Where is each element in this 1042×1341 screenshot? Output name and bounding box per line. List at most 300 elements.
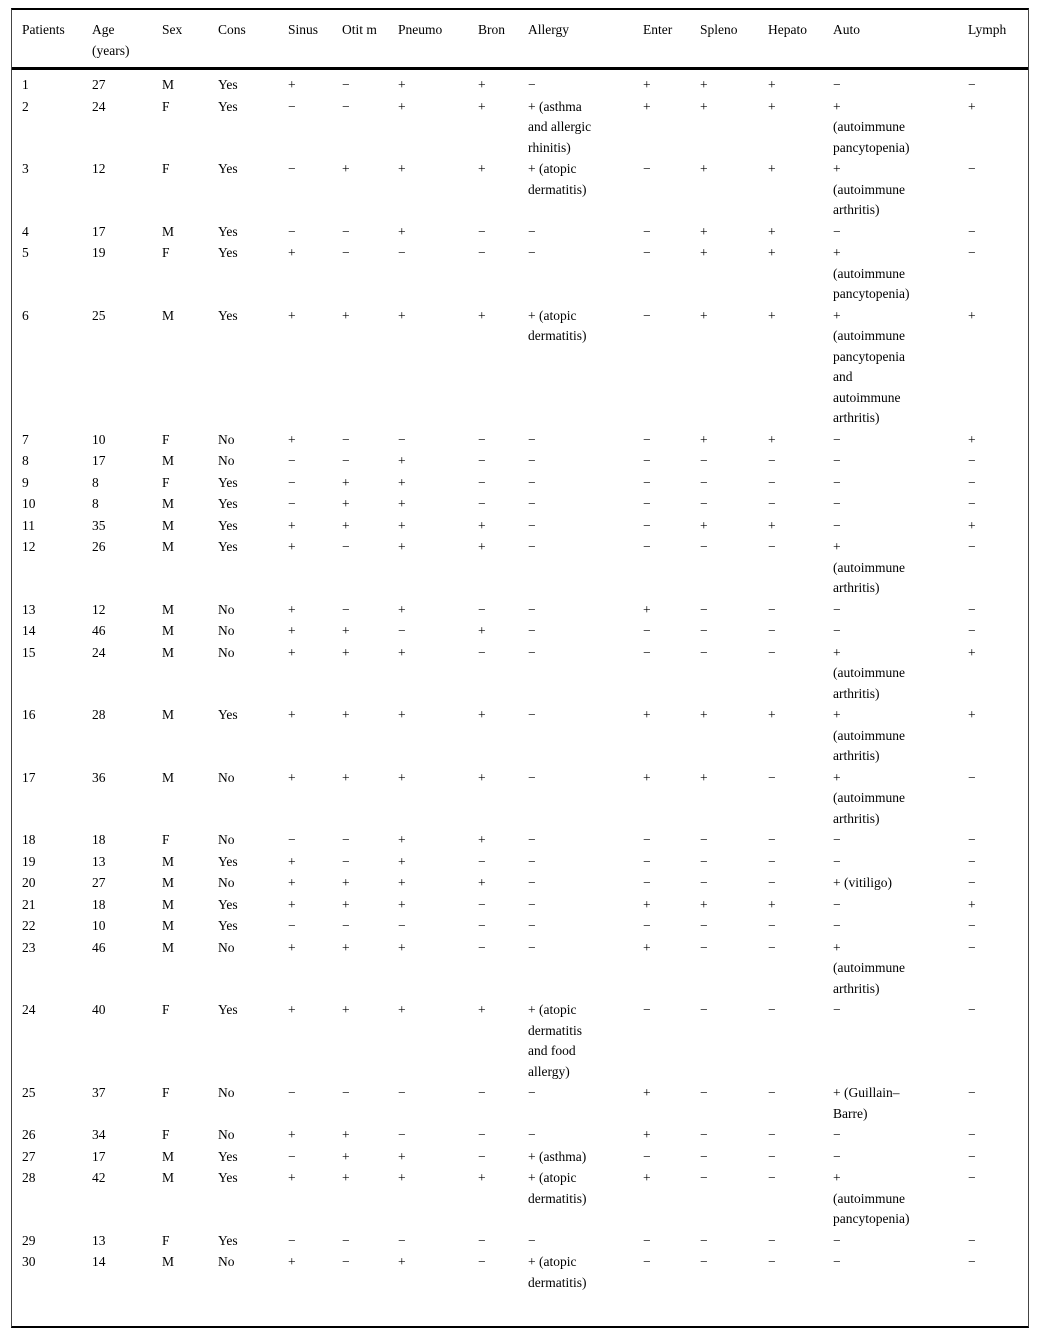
cell-otit: − [342, 453, 350, 468]
cell-spleno: + [700, 769, 708, 785]
cell-sinus: + [288, 307, 296, 323]
cell-hepato: − [768, 1170, 776, 1185]
table-row [12, 243, 1029, 306]
cell-cons: Yes [218, 496, 238, 511]
cell-spleno: − [700, 939, 708, 955]
cell-age: 8 [92, 474, 99, 490]
table-row [12, 516, 1029, 538]
cell-allergy: + (atopic dermatitis) [528, 1170, 587, 1206]
cell-age: 36 [92, 769, 106, 785]
cell-lymph: + [968, 707, 976, 722]
cell-hepato: + [768, 161, 776, 176]
cell-patients: 5 [22, 245, 29, 260]
cell-otit: − [342, 1085, 350, 1100]
cell-spleno: − [700, 453, 708, 468]
cell-cons: Yes [218, 896, 238, 912]
cell-allergy: − [528, 77, 536, 92]
cell-lymph: + [968, 431, 976, 447]
cell-auto: + (autoimmune arthritis) [833, 939, 905, 996]
cell-allergy: − [528, 707, 536, 722]
cell-pneumo: − [398, 1127, 406, 1142]
cell-age: 19 [92, 245, 106, 260]
cell-pneumo: + [398, 875, 406, 890]
cell-lymph: − [968, 539, 976, 554]
cell-enter: − [643, 1254, 651, 1269]
cell-age: 14 [92, 1254, 106, 1269]
table-row [12, 159, 1029, 222]
cell-cons: No [218, 832, 235, 847]
table-row [12, 494, 1029, 516]
cell-bron: + [478, 875, 486, 890]
cell-pneumo: + [398, 223, 406, 239]
cell-sinus: + [288, 517, 296, 533]
patients-table [12, 10, 1029, 1294]
cell-spleno: − [700, 644, 708, 660]
cell-hepato: + [768, 707, 776, 722]
cell-cons: Yes [218, 853, 238, 869]
cell-age: 24 [92, 644, 106, 660]
cell-spleno: + [700, 223, 708, 239]
cell-auto: + (autoimmune pancytopenia) [833, 98, 910, 155]
cell-bron: − [478, 1148, 486, 1164]
cell-auto: − [833, 1148, 841, 1164]
cell-auto: + (autoimmune pancytopenia and autoimmune arthritis) [833, 307, 905, 425]
column-header-sinus: Sinus [288, 10, 342, 69]
cell-spleno: + [700, 307, 708, 323]
cell-hepato: − [768, 1148, 776, 1164]
cell-enter: − [643, 307, 651, 323]
cell-otit: − [342, 245, 350, 260]
cell-bron: − [478, 601, 486, 617]
cell-auto: − [833, 601, 841, 617]
cell-enter: + [643, 939, 651, 955]
cell-lymph: + [968, 98, 976, 114]
cell-auto: − [833, 517, 841, 533]
cell-otit: − [342, 98, 350, 114]
cell-otit: − [342, 1232, 350, 1248]
cell-cons: No [218, 1127, 235, 1142]
cell-otit: + [342, 1127, 350, 1142]
cell-patients: 12 [22, 539, 36, 554]
cell-bron: − [478, 918, 486, 933]
cell-pneumo: − [398, 1085, 406, 1100]
cell-enter: − [643, 918, 651, 933]
cell-sinus: − [288, 98, 296, 114]
cell-pneumo: + [398, 474, 406, 490]
cell-pneumo: + [398, 1254, 406, 1269]
cell-sex: M [162, 707, 175, 722]
cell-otit: − [342, 832, 350, 847]
cell-age: 10 [92, 918, 106, 933]
cell-pneumo: + [398, 939, 406, 955]
cell-spleno: + [700, 77, 708, 92]
cell-allergy: + (asthma) [528, 1148, 587, 1164]
cell-hepato: − [768, 1232, 776, 1248]
cell-sinus: + [288, 77, 296, 92]
cell-lymph: + [968, 517, 976, 533]
column-header-allergy: Allergy [528, 10, 643, 69]
table-row [12, 643, 1029, 706]
column-header-age: Age (years) [92, 10, 162, 69]
cell-age: 12 [92, 601, 106, 617]
patients-table-frame [11, 8, 1029, 1328]
table-row [12, 1083, 1029, 1125]
cell-hepato: + [768, 245, 776, 260]
cell-sex: M [162, 539, 175, 554]
cell-bron: − [478, 496, 486, 511]
cell-enter: − [643, 623, 651, 638]
cell-age: 37 [92, 1085, 106, 1100]
cell-age: 34 [92, 1127, 106, 1142]
cell-hepato: − [768, 623, 776, 638]
cell-age: 35 [92, 517, 106, 533]
cell-enter: − [643, 1002, 651, 1017]
cell-hepato: − [768, 939, 776, 955]
cell-spleno: + [700, 896, 708, 912]
cell-auto: + (autoimmune arthritis) [833, 769, 905, 826]
cell-sex: M [162, 1254, 175, 1269]
cell-patients: 2 [22, 98, 29, 114]
cell-auto: − [833, 431, 841, 447]
cell-enter: + [643, 77, 651, 92]
cell-cons: No [218, 623, 235, 638]
cell-sex: F [162, 1002, 170, 1017]
cell-auto: + (autoimmune pancytopenia) [833, 245, 910, 301]
cell-sex: M [162, 223, 175, 239]
cell-pneumo: + [398, 307, 406, 323]
cell-sinus: + [288, 644, 296, 660]
table-row [12, 451, 1029, 473]
cell-spleno: − [700, 1127, 708, 1142]
table-header [12, 10, 1029, 69]
cell-sinus: − [288, 223, 296, 239]
cell-age: 24 [92, 98, 106, 114]
cell-patients: 30 [22, 1254, 36, 1269]
cell-spleno: − [700, 918, 708, 933]
cell-enter: − [643, 245, 651, 260]
cell-otit: + [342, 1148, 350, 1164]
cell-hepato: − [768, 875, 776, 890]
cell-sinus: + [288, 1127, 296, 1142]
table-row [12, 916, 1029, 938]
cell-otit: + [342, 307, 350, 323]
cell-patients: 26 [22, 1127, 36, 1142]
cell-sinus: + [288, 853, 296, 869]
cell-pneumo: + [398, 539, 406, 554]
cell-sex: F [162, 161, 170, 176]
cell-cons: Yes [218, 77, 238, 92]
cell-otit: + [342, 644, 350, 660]
cell-auto: − [833, 918, 841, 933]
cell-lymph: − [968, 474, 976, 490]
cell-spleno: − [700, 1148, 708, 1164]
cell-allergy: − [528, 245, 536, 260]
cell-cons: Yes [218, 1148, 238, 1164]
cell-cons: No [218, 875, 235, 890]
table-row [12, 1000, 1029, 1083]
column-header-enter: Enter [643, 10, 700, 69]
cell-hepato: − [768, 1127, 776, 1142]
cell-hepato: + [768, 431, 776, 447]
cell-allergy: + (atopic dermatitis and food allergy) [528, 1002, 582, 1079]
cell-cons: Yes [218, 1232, 238, 1248]
cell-sinus: − [288, 918, 296, 933]
column-header-sex: Sex [162, 10, 218, 69]
cell-age: 10 [92, 431, 106, 447]
cell-hepato: − [768, 496, 776, 511]
table-row [12, 97, 1029, 160]
table-row [12, 1147, 1029, 1169]
cell-enter: + [643, 1170, 651, 1185]
cell-bron: + [478, 707, 486, 722]
cell-hepato: − [768, 474, 776, 490]
cell-sex: M [162, 644, 175, 660]
cell-enter: + [643, 98, 651, 114]
cell-hepato: + [768, 77, 776, 92]
cell-spleno: − [700, 496, 708, 511]
cell-age: 17 [92, 1148, 106, 1164]
cell-auto: + (autoimmune arthritis) [833, 707, 905, 763]
cell-enter: − [643, 539, 651, 554]
cell-enter: + [643, 1127, 651, 1142]
cell-bron: + [478, 98, 486, 114]
cell-lymph: − [968, 939, 976, 955]
table-row [12, 69, 1029, 97]
cell-cons: Yes [218, 539, 238, 554]
cell-cons: No [218, 939, 235, 955]
cell-lymph: − [968, 453, 976, 468]
cell-otit: − [342, 918, 350, 933]
cell-allergy: − [528, 1232, 536, 1248]
cell-patients: 24 [22, 1002, 36, 1017]
table-row [12, 1125, 1029, 1147]
cell-otit: + [342, 939, 350, 955]
column-header-hepato: Hepato [768, 10, 833, 69]
cell-lymph: − [968, 623, 976, 638]
cell-enter: + [643, 769, 651, 785]
cell-enter: − [643, 431, 651, 447]
cell-patients: 1 [22, 77, 29, 92]
cell-age: 26 [92, 539, 106, 554]
cell-lymph: − [968, 1170, 976, 1185]
column-header-auto: Auto [833, 10, 968, 69]
cell-cons: Yes [218, 474, 238, 490]
cell-pneumo: + [398, 832, 406, 847]
cell-spleno: + [700, 161, 708, 176]
cell-spleno: + [700, 98, 708, 114]
cell-sex: F [162, 832, 170, 847]
column-header-spleno: Spleno [700, 10, 768, 69]
cell-pneumo: + [398, 896, 406, 912]
cell-sinus: − [288, 1085, 296, 1100]
cell-sinus: − [288, 832, 296, 847]
cell-patients: 28 [22, 1170, 36, 1185]
cell-auto: − [833, 853, 841, 869]
cell-auto: − [833, 1127, 841, 1142]
cell-age: 17 [92, 453, 106, 468]
cell-sex: M [162, 1170, 175, 1185]
cell-sinus: + [288, 1170, 296, 1185]
cell-hepato: − [768, 1085, 776, 1100]
cell-allergy: − [528, 453, 536, 468]
cell-hepato: + [768, 896, 776, 912]
cell-spleno: + [700, 517, 708, 533]
cell-bron: − [478, 453, 486, 468]
cell-otit: + [342, 1170, 350, 1185]
cell-otit: + [342, 161, 350, 176]
cell-bron: + [478, 539, 486, 554]
cell-lymph: − [968, 1085, 976, 1100]
cell-cons: No [218, 431, 235, 447]
cell-pneumo: + [398, 644, 406, 660]
cell-hepato: − [768, 539, 776, 554]
table-header-row [12, 10, 1029, 69]
cell-patients: 13 [22, 601, 36, 617]
table-row [12, 830, 1029, 852]
cell-lymph: + [968, 307, 976, 323]
cell-pneumo: + [398, 77, 406, 92]
cell-auto: + (autoimmune pancytopenia) [833, 1170, 910, 1226]
column-header-pneumo: Pneumo [398, 10, 478, 69]
cell-allergy: − [528, 896, 536, 912]
cell-patients: 8 [22, 453, 29, 468]
cell-enter: + [643, 1085, 651, 1100]
cell-enter: − [643, 161, 651, 176]
cell-age: 18 [92, 896, 106, 912]
cell-sex: M [162, 939, 175, 955]
cell-auto: + (autoimmune arthritis) [833, 539, 905, 595]
cell-patients: 3 [22, 161, 29, 176]
cell-otit: − [342, 853, 350, 869]
cell-allergy: − [528, 644, 536, 660]
cell-sex: F [162, 474, 170, 490]
cell-otit: + [342, 496, 350, 511]
cell-bron: − [478, 1085, 486, 1100]
cell-otit: + [342, 769, 350, 785]
table-row [12, 1252, 1029, 1294]
cell-bron: − [478, 245, 486, 260]
cell-patients: 4 [22, 223, 29, 239]
cell-sex: M [162, 307, 175, 323]
cell-hepato: − [768, 769, 776, 785]
cell-spleno: − [700, 1170, 708, 1185]
cell-hepato: − [768, 1002, 776, 1017]
cell-sinus: + [288, 896, 296, 912]
cell-sinus: + [288, 1002, 296, 1017]
table-row [12, 222, 1029, 244]
cell-patients: 7 [22, 431, 29, 447]
cell-age: 27 [92, 875, 106, 890]
table-row [12, 473, 1029, 495]
cell-sex: F [162, 98, 170, 114]
cell-patients: 18 [22, 832, 36, 847]
table-row [12, 705, 1029, 768]
cell-enter: − [643, 1148, 651, 1164]
cell-spleno: − [700, 1254, 708, 1269]
cell-cons: No [218, 644, 235, 660]
cell-enter: + [643, 601, 651, 617]
cell-age: 25 [92, 307, 106, 323]
cell-spleno: − [700, 832, 708, 847]
cell-age: 13 [92, 853, 106, 869]
cell-enter: − [643, 853, 651, 869]
cell-auto: − [833, 1232, 841, 1248]
cell-lymph: + [968, 896, 976, 912]
cell-enter: + [643, 896, 651, 912]
cell-otit: + [342, 875, 350, 890]
cell-sinus: + [288, 707, 296, 722]
cell-sinus: + [288, 1254, 296, 1269]
cell-patients: 29 [22, 1232, 36, 1248]
cell-bron: + [478, 769, 486, 785]
cell-sex: F [162, 245, 170, 260]
cell-pneumo: + [398, 517, 406, 533]
cell-auto: + (Guillain–Barre) [833, 1085, 900, 1121]
cell-hepato: + [768, 223, 776, 239]
cell-cons: Yes [218, 517, 238, 533]
cell-spleno: − [700, 1232, 708, 1248]
cell-sex: M [162, 496, 175, 511]
cell-lymph: − [968, 1254, 976, 1269]
cell-lymph: − [968, 496, 976, 511]
cell-pneumo: + [398, 707, 406, 722]
cell-auto: − [833, 896, 841, 912]
cell-auto: − [833, 77, 841, 92]
cell-lymph: − [968, 77, 976, 92]
cell-auto: − [833, 453, 841, 468]
cell-sinus: − [288, 1232, 296, 1248]
cell-otit: − [342, 539, 350, 554]
cell-auto: − [833, 1002, 841, 1017]
cell-otit: − [342, 77, 350, 92]
cell-pneumo: − [398, 245, 406, 260]
cell-sinus: + [288, 939, 296, 955]
table-row [12, 768, 1029, 831]
cell-bron: + [478, 1002, 486, 1017]
cell-cons: No [218, 1254, 235, 1269]
cell-auto: + (autoimmune arthritis) [833, 161, 905, 217]
cell-pneumo: + [398, 98, 406, 114]
cell-allergy: + (atopic dermatitis) [528, 307, 587, 343]
cell-age: 12 [92, 161, 106, 176]
cell-lymph: − [968, 769, 976, 785]
cell-allergy: − [528, 496, 536, 511]
cell-bron: − [478, 1254, 486, 1269]
cell-allergy: − [528, 853, 536, 869]
cell-sex: M [162, 918, 175, 933]
cell-bron: + [478, 1170, 486, 1185]
cell-pneumo: − [398, 623, 406, 638]
cell-hepato: − [768, 644, 776, 660]
cell-patients: 17 [22, 769, 36, 785]
cell-cons: No [218, 769, 235, 785]
cell-allergy: − [528, 769, 536, 785]
cell-lymph: − [968, 832, 976, 847]
cell-sex: F [162, 431, 170, 447]
cell-otit: − [342, 601, 350, 617]
cell-bron: − [478, 939, 486, 955]
cell-allergy: − [528, 875, 536, 890]
cell-enter: − [643, 1232, 651, 1248]
cell-hepato: − [768, 918, 776, 933]
cell-patients: 6 [22, 307, 29, 323]
cell-cons: Yes [218, 161, 238, 176]
cell-cons: Yes [218, 245, 238, 260]
cell-bron: + [478, 832, 486, 847]
cell-spleno: − [700, 539, 708, 554]
table-row [12, 873, 1029, 895]
cell-bron: − [478, 431, 486, 447]
